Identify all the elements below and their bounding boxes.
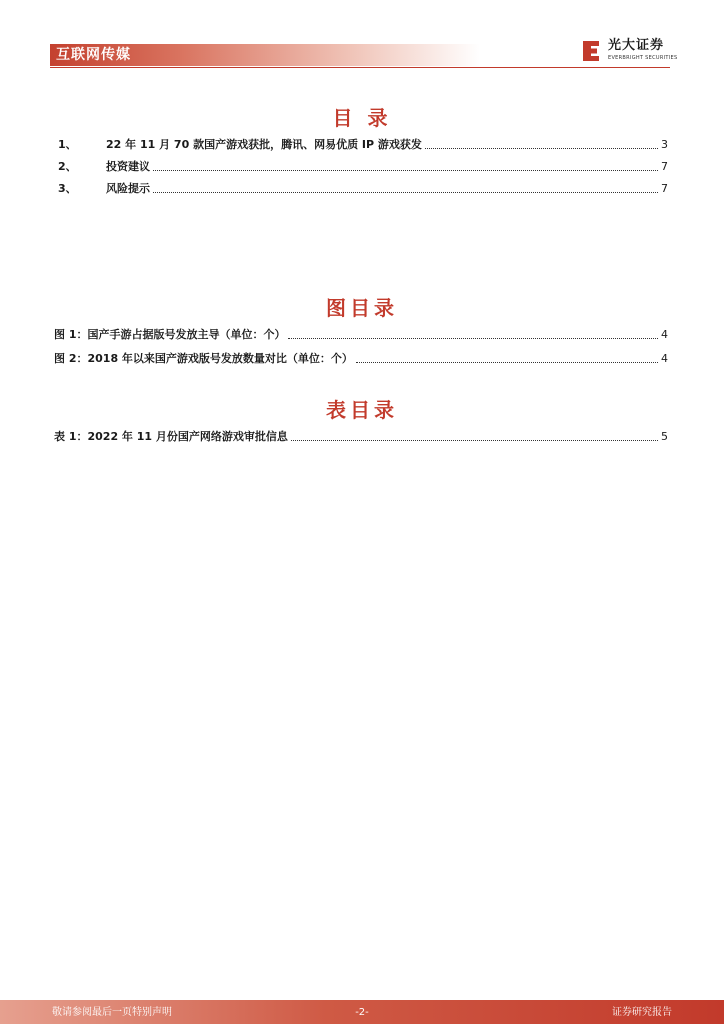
toc-leader-dots [153,191,658,193]
toc-leader-dots [153,169,658,171]
header-section-label: 互联网传媒 [56,47,131,63]
figure-item-1[interactable] [54,326,668,342]
toc-item-number: 3、 [58,182,77,195]
brand-name-en: EVERBRIGHT SECURITIES [608,55,678,61]
toc-item-number: 1、 [58,138,77,151]
figure-item-page: 4 [661,352,668,365]
table-item-1[interactable] [54,428,668,444]
toc-item-3[interactable] [58,180,668,196]
toc-leader-dots [288,337,658,339]
toc-leader-dots [425,147,658,149]
page-number: -2- [355,1007,369,1018]
brand-name-cn: 光大证券 [608,38,665,53]
table-item-text: 表 1：2022 年 11 月份国产网络游戏审批信息 [54,430,288,443]
table-item-page: 5 [661,430,668,443]
toc-title: 目 录 [332,106,392,130]
toc-item-1[interactable] [58,136,668,152]
figure-item-page: 4 [661,328,668,341]
everbright-logo-icon [580,40,602,62]
figure-item-2[interactable] [54,350,668,366]
brand-logo [580,38,678,64]
toc-leader-dots [291,439,658,441]
toc-item-page: 7 [661,160,668,173]
figure-item-text: 图 2：2018 年以来国产游戏版号发放数量对比（单位：个） [54,352,353,365]
toc-item-text: 投资建议 [106,160,150,173]
header-rule [50,67,670,68]
toc-item-number: 2、 [58,160,77,173]
toc-item-page: 3 [661,138,668,151]
figure-item-text: 图 1：国产手游占据版号发放主导（单位：个） [54,328,286,341]
footer-disclaimer: 敬请参阅最后一页特别声明 [52,1007,172,1018]
toc-item-text: 22 年 11 月 70 款国产游戏获批，腾讯、网易优质 IP 游戏获发 [106,138,422,151]
footer-report-type: 证券研究报告 [612,1007,672,1018]
toc-item-text: 风险提示 [106,182,150,195]
toc-item-2[interactable] [58,158,668,174]
figures-title: 图目录 [326,296,398,320]
toc-leader-dots [356,361,658,363]
toc-item-page: 7 [661,182,668,195]
tables-title: 表目录 [326,398,398,422]
